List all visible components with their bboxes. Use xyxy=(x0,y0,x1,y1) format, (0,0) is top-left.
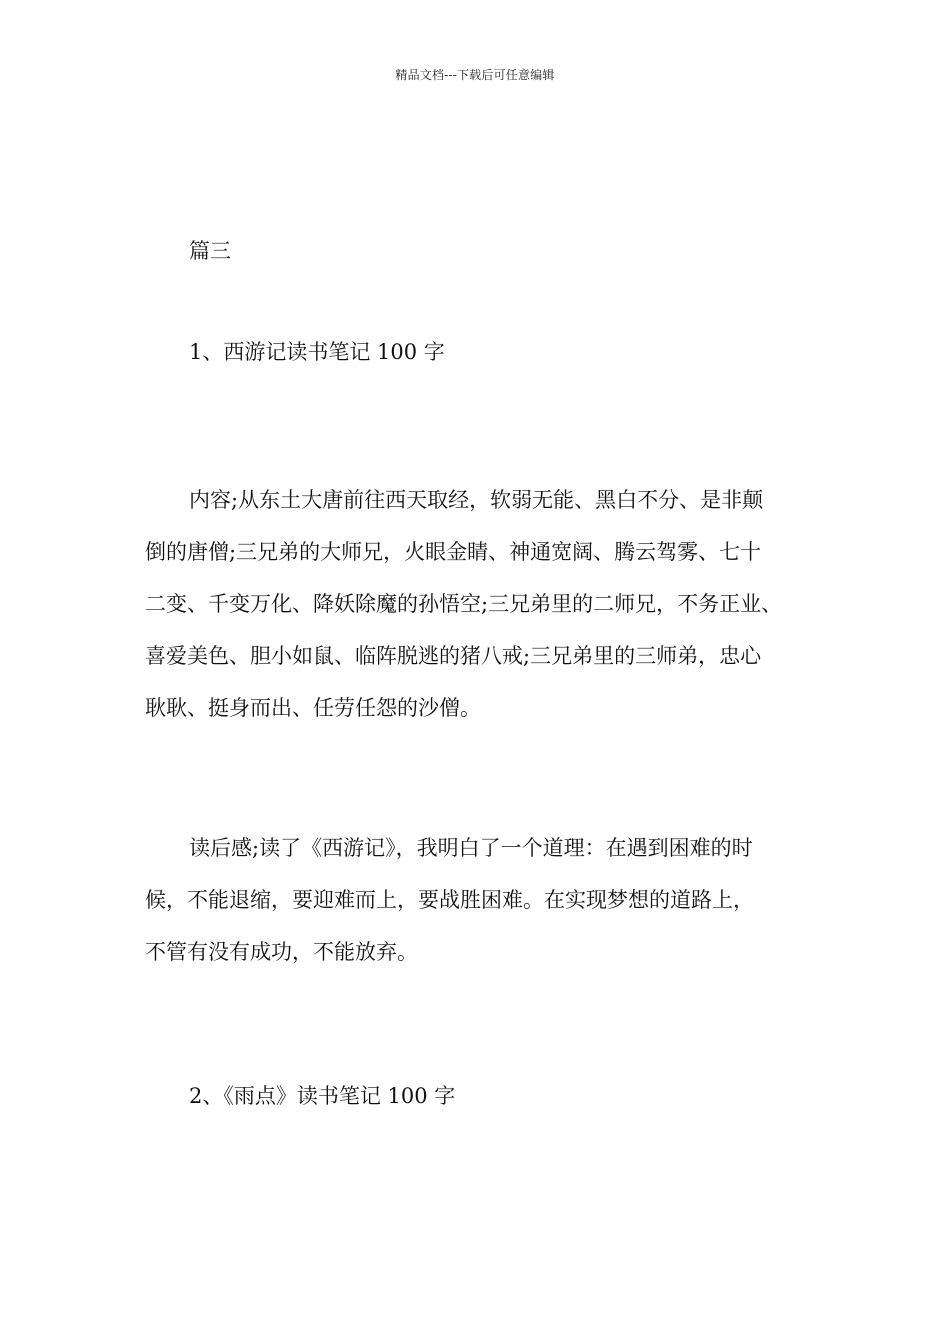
reflection-line-2: 候，不能退缩，要迎难而上，要战胜困难。在实现梦想的道路上， xyxy=(145,888,754,912)
page-header-watermark: 精品文档---下载后可任意编辑 xyxy=(395,68,555,82)
item-1-content-paragraph xyxy=(145,474,835,734)
section-label: 篇三 xyxy=(189,239,231,263)
item-1-title: 1、西游记读书笔记 100 字 xyxy=(189,340,445,364)
content-line-3: 二变、千变万化、降妖除魔的孙悟空;三兄弟里的二师兄，不务正业、 xyxy=(145,592,783,616)
content-line-5: 耿耿、挺身而出、任劳任怨的沙僧。 xyxy=(145,696,481,720)
reflection-line-1: 读后感;读了《西游记》，我明白了一个道理：在遇到困难的时 xyxy=(189,836,753,860)
item-2-title: 2、《雨点》读书笔记 100 字 xyxy=(189,1084,456,1108)
item-1-reflection-paragraph xyxy=(145,822,835,978)
content-line-2: 倒的唐僧;三兄弟的大师兄，火眼金睛、神通宽阔、腾云驾雾、七十 xyxy=(145,540,762,564)
content-line-1: 内容;从东土大唐前往西天取经，软弱无能、黑白不分、是非颠 xyxy=(189,488,764,512)
reflection-line-3: 不管有没有成功，不能放弃。 xyxy=(145,940,418,964)
content-line-4: 喜爱美色、胆小如鼠、临阵脱逃的猪八戒;三兄弟里的三师弟，忠心 xyxy=(145,644,762,668)
